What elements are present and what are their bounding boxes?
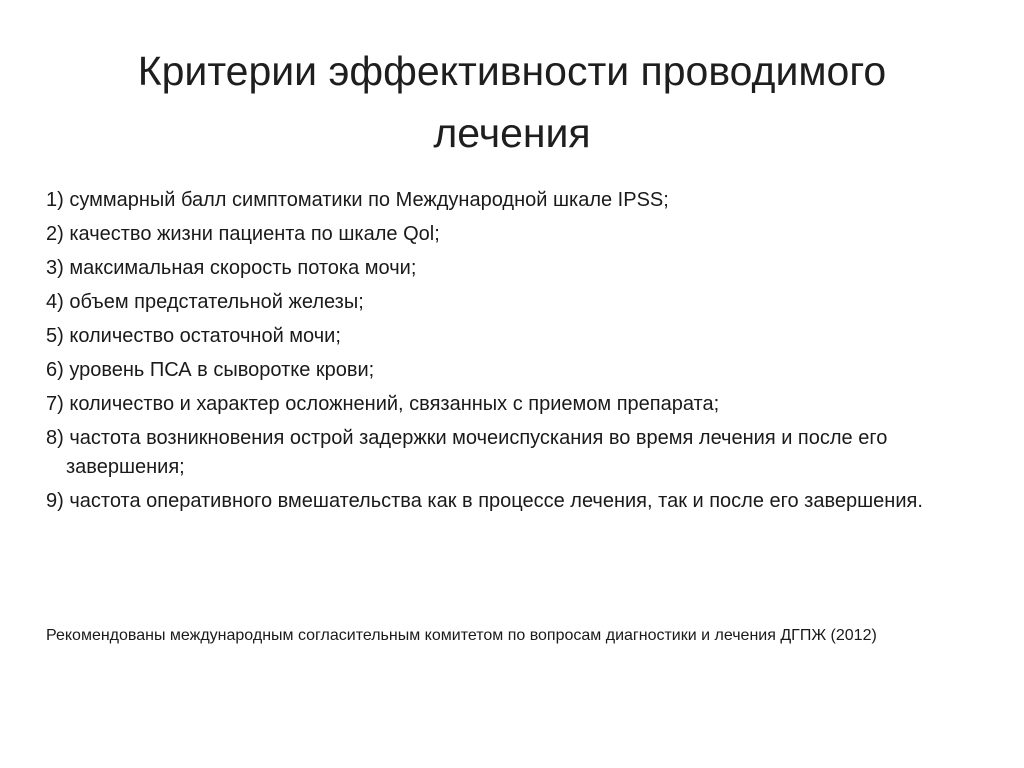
criteria-item-4: 4) объем предстательной железы; [46,291,364,313]
criteria-item-1: 1) суммарный балл симптоматики по Международной шкале IPSS; [46,189,669,211]
criteria-item-6: 6) уровень ПСА в сыворотке крови; [46,359,375,381]
source-footnote: Рекомендованы международным согласительным комитетом по вопросам диагностики и лечения ДГПЖ (2012) [46,627,877,644]
criteria-item-3: 3) максимальная скорость потока мочи; [46,257,417,279]
criteria-item-7: 7) количество и характер осложнений, связанных с приемом препарата; [46,393,720,415]
criteria-item-8: 8) частота возникновения острой задержки мочеиспускания во время лечения и после его завершения; [46,427,888,478]
criteria-item-2: 2) качество жизни пациента по шкале Qol; [46,223,440,245]
criteria-item-5: 5) количество остаточной мочи; [46,325,341,347]
criteria-item-9: 9) частота оперативного вмешательства как в процессе лечения, так и после его завершения. [46,490,923,512]
criteria-list [46,186,986,521]
slide-title: Критерии эффективности проводимого лечения [137,48,887,156]
